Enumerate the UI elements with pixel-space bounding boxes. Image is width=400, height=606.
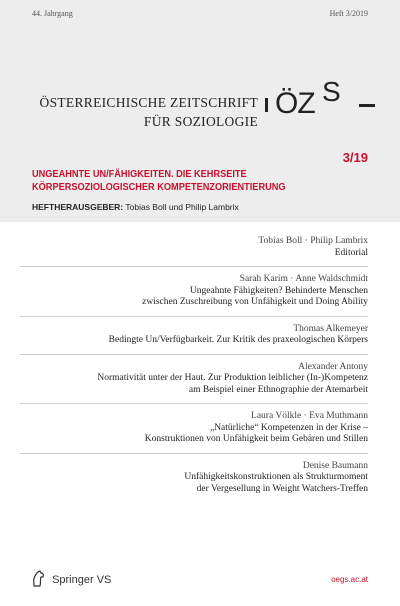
toc-entry-authors: Laura Völkle · Eva Muthmann [251,411,368,421]
theme-line2: KÖRPERSOZIOLOGISCHER KOMPETENZORIENTIERUNG [32,182,286,193]
toc-entry [20,461,368,503]
toc-entry-authors: Alexander Antony [298,361,368,372]
toc-entry [20,411,368,454]
issue-ref-label: Heft 3/2019 [329,9,368,18]
toc-entry-title: Ungeahnte Fähigkeiten? Behinderte Menschen [189,285,368,296]
logo-dash-mark [359,104,375,107]
publisher-imprint: VS [96,574,112,586]
issue-theme-title [32,168,336,194]
toc-entry-authors: Tobias Boll · Philip Lambrix [258,236,368,246]
toc-entry-title: zwischen Zuschreibung von Unfähigkeit und Doing Ability [142,297,368,307]
toc-entry [20,274,368,317]
publisher-name: Springer [52,574,94,586]
toc-entry-title: Editorial [334,247,368,258]
journal-title-line1: ÖSTERREICHISCHE ZEITSCHRIFT [39,95,258,110]
toc-entry-title: der Vergesellung in Weight Watchers-Treffen [196,483,368,494]
toc-entry-title: Unfähigkeitskonstruktionen als Strukturmoment [184,472,368,482]
springer-logo [30,570,111,587]
toc-entry [20,362,368,405]
theme-line1: UNGEAHNTE UN/FÄHIGKEITEN. DIE KEHRSEITE [32,169,247,180]
table-of-contents [20,236,368,509]
toc-entry-authors: Denise Baumann [302,460,368,471]
volume-label: 44. Jahrgang [32,9,73,18]
toc-entry-title: Bedingte Un/Verfügbarkeit. Zur Kritik des praxeologischen Körpers [108,335,368,345]
cover-footer [0,548,400,606]
logo-bar-mark [265,98,268,112]
editor-names: Tobias Boll und Philip Lambrix [125,202,239,212]
journal-title-line2: FÜR SOZIOLOGIE [143,114,258,129]
cover-header-band [0,0,400,222]
journal-title [0,93,258,131]
ozs-logo [265,76,385,126]
issue-number: 3/19 [342,150,368,165]
toc-entry-title: Konstruktionen von Unfähigkeit beim Gebären und Stillen [144,434,368,444]
journal-url: oegs.ac.at [331,575,368,584]
issue-editors [32,202,239,212]
springer-horse-icon [30,570,46,587]
toc-entry-title: „Natürliche“ Kompetenzen in der Krise – [209,422,368,433]
logo-s-text: S [322,76,341,107]
toc-entry-authors: Thomas Alkemeyer [293,323,368,334]
logo-oz-text: ÖZ [275,87,315,120]
toc-entry-authors: Sarah Karim · Anne Waldschmidt [239,274,368,284]
toc-entry [20,324,368,355]
editor-label: HEFTHERAUSGEBER: [32,202,124,212]
toc-entry-title: Normativität unter der Haut. Zur Produktion leiblicher (In-)Kompetenz [97,373,368,383]
toc-entry-title: am Beispiel einer Ethnographie der Atemarbeit [188,384,368,395]
toc-entry [20,236,368,267]
